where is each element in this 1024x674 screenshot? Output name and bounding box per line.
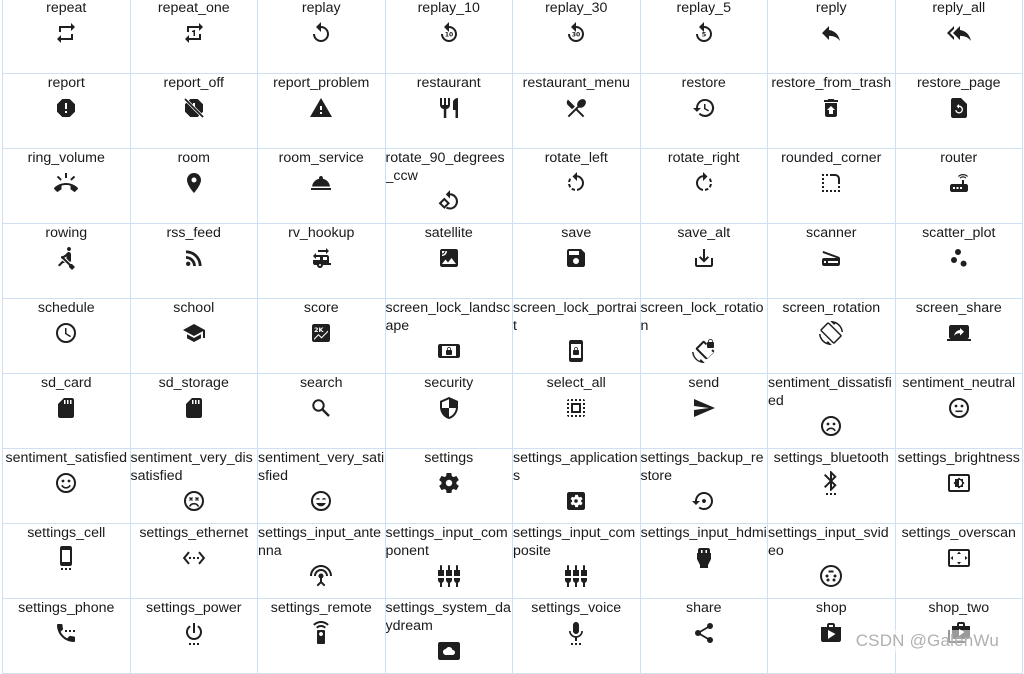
rv-hookup-icon xyxy=(309,246,333,270)
icon-label: reply_all xyxy=(932,0,986,16)
icon-tile-restore[interactable] xyxy=(641,74,769,149)
replay-30-icon xyxy=(564,21,588,45)
router-icon xyxy=(947,171,971,195)
rotate-90-degrees-ccw-icon xyxy=(437,189,461,213)
icon-label: satellite xyxy=(424,225,473,241)
icon-tile-sd-storage[interactable] xyxy=(131,374,259,449)
restaurant-menu-icon xyxy=(564,96,588,120)
icon-tile-reply[interactable] xyxy=(768,0,896,74)
icon-tile-sentiment-neutral[interactable] xyxy=(896,374,1024,449)
icon-tile-rounded-corner[interactable] xyxy=(768,149,896,224)
room-service-icon xyxy=(309,171,333,195)
icon-tile-settings-voice[interactable] xyxy=(513,599,641,674)
icon-tile-settings-input-component[interactable] xyxy=(386,524,514,599)
icon-tile-room-service[interactable] xyxy=(258,149,386,224)
repeat-one-icon xyxy=(182,21,206,45)
settings-remote-icon xyxy=(309,621,333,645)
icon-label: replay_30 xyxy=(545,0,608,16)
score-icon xyxy=(309,321,333,345)
settings-backup-restore-icon xyxy=(692,489,716,513)
icon-tile-satellite[interactable] xyxy=(386,224,514,299)
watermark: CSDN @GalenWu xyxy=(853,630,1002,652)
settings-input-svideo-icon xyxy=(819,564,843,588)
icon-tile-sd-card[interactable] xyxy=(3,374,131,449)
svg-text:5: 5 xyxy=(701,30,707,39)
icon-tile-scanner[interactable] xyxy=(768,224,896,299)
icon-tile-report[interactable] xyxy=(3,74,131,149)
icon-label: sentiment_very_dissatisfied xyxy=(130,450,253,484)
icon-tile-settings-bluetooth[interactable] xyxy=(768,449,896,524)
icon-tile-restore-from-trash[interactable] xyxy=(768,74,896,149)
replay-icon xyxy=(309,21,333,45)
report-off-icon xyxy=(182,96,206,120)
icon-tile-rotate-right[interactable] xyxy=(641,149,769,224)
icon-tile-report-off[interactable] xyxy=(131,74,259,149)
icon-label: save xyxy=(561,225,592,241)
icon-label: restore_page xyxy=(916,75,1001,91)
icon-label: settings xyxy=(424,450,474,466)
icon-label: share xyxy=(686,600,722,616)
icon-tile-sentiment-very-satisfied[interactable] xyxy=(258,449,386,524)
icon-label: rotate_90_degrees_ccw xyxy=(385,150,505,184)
icon-tile-settings-phone[interactable] xyxy=(3,599,131,674)
icon-tile-rv-hookup[interactable] xyxy=(258,224,386,299)
screen-rotation-icon xyxy=(819,321,843,345)
icon-label: settings_voice xyxy=(531,600,622,616)
settings-ethernet-icon xyxy=(182,546,206,570)
icon-label: settings_input_antenna xyxy=(258,525,382,559)
icon-tile-scatter-plot[interactable] xyxy=(896,224,1024,299)
icon-tile-replay-5[interactable] xyxy=(641,0,769,74)
icon-label: repeat_one xyxy=(157,0,230,16)
icon-label: settings_bluetooth xyxy=(773,450,889,466)
replay-5-icon xyxy=(692,21,716,45)
icon-tile-settings-applications[interactable] xyxy=(513,449,641,524)
search-icon xyxy=(309,396,333,420)
icon-tile-repeat-one[interactable] xyxy=(131,0,259,74)
report-problem-icon xyxy=(309,96,333,120)
icon-label: rounded_corner xyxy=(781,150,882,166)
icon-tile-school[interactable] xyxy=(131,299,259,374)
icon-tile-schedule[interactable] xyxy=(3,299,131,374)
icon-label: search xyxy=(299,375,343,391)
rotate-right-icon xyxy=(692,171,716,195)
icon-tile-screen-lock-landscape[interactable] xyxy=(386,299,514,374)
icon-label: settings_phone xyxy=(18,600,115,616)
rounded-corner-icon xyxy=(819,171,843,195)
room-icon xyxy=(182,171,206,195)
icon-label: screen_rotation xyxy=(782,300,881,316)
sentiment-dissatisfied-icon xyxy=(819,414,843,438)
settings-power-icon xyxy=(182,621,206,645)
screen-share-icon xyxy=(947,321,971,345)
icon-label: settings_overscan xyxy=(901,525,1016,541)
icon-tile-settings-overscan[interactable] xyxy=(896,524,1024,599)
icon-label: repeat xyxy=(46,0,87,16)
icon-label: scatter_plot xyxy=(922,225,996,241)
satellite-icon xyxy=(437,246,461,270)
send-icon xyxy=(692,396,716,420)
icon-label: settings_backup_restore xyxy=(640,450,764,484)
sentiment-satisfied-icon xyxy=(54,471,78,495)
share-icon xyxy=(692,621,716,645)
svg-text:2K: 2K xyxy=(314,326,324,334)
icon-tile-settings-ethernet[interactable] xyxy=(131,524,259,599)
screen-lock-portrait-icon xyxy=(564,339,588,363)
icon-label: screen_lock_landscape xyxy=(385,300,511,334)
save-alt-icon xyxy=(692,246,716,270)
settings-voice-icon xyxy=(564,621,588,645)
icon-tile-router[interactable] xyxy=(896,149,1024,224)
icon-tile-settings-cell[interactable] xyxy=(3,524,131,599)
icon-label: save_alt xyxy=(677,225,731,241)
icon-tile-room[interactable] xyxy=(131,149,259,224)
icon-label: settings_input_svideo xyxy=(768,525,889,559)
icon-tile-settings-input-hdmi[interactable] xyxy=(641,524,769,599)
sentiment-very-dissatisfied-icon xyxy=(182,489,206,513)
icon-label: rss_feed xyxy=(166,225,221,241)
icon-tile-reply-all[interactable] xyxy=(896,0,1024,74)
icon-tile-settings-backup-restore[interactable] xyxy=(641,449,769,524)
icon-tile-replay-10[interactable] xyxy=(386,0,514,74)
icon-label: school xyxy=(173,300,215,316)
icon-label: restaurant xyxy=(416,75,481,91)
icon-label: sentiment_very_satisfied xyxy=(258,450,385,484)
icon-tile-settings-remote[interactable] xyxy=(258,599,386,674)
report-icon xyxy=(54,96,78,120)
icon-label: shop_two xyxy=(928,600,990,616)
icon-tile-ring-volume[interactable] xyxy=(3,149,131,224)
icon-tile-share[interactable] xyxy=(641,599,769,674)
icon-tile-save-alt[interactable] xyxy=(641,224,769,299)
settings-input-component-icon xyxy=(437,564,461,588)
settings-system-daydream-icon xyxy=(437,639,461,663)
icon-tile-screen-share[interactable] xyxy=(896,299,1024,374)
icon-label: select_all xyxy=(546,375,606,391)
icon-label: report xyxy=(47,75,85,91)
icon-label: reply xyxy=(815,0,847,16)
icon-label: security xyxy=(424,375,474,391)
rowing-icon xyxy=(54,246,78,270)
icon-label: settings_input_component xyxy=(385,525,508,559)
icon-tile-restore-page[interactable] xyxy=(896,74,1024,149)
shop-icon xyxy=(819,621,843,645)
svg-text:10: 10 xyxy=(444,31,453,39)
icon-label: settings_system_daydream xyxy=(385,600,511,634)
icon-tile-screen-rotation[interactable] xyxy=(768,299,896,374)
settings-input-hdmi-icon xyxy=(692,546,716,570)
ring-volume-icon xyxy=(54,171,78,195)
icon-tile-settings-power[interactable] xyxy=(131,599,259,674)
icon-tile-select-all[interactable] xyxy=(513,374,641,449)
icon-label: screen_lock_rotation xyxy=(640,300,764,334)
repeat-icon xyxy=(54,21,78,45)
save-icon xyxy=(564,246,588,270)
icon-tile-settings[interactable] xyxy=(386,449,514,524)
icon-label: rotate_right xyxy=(667,150,740,166)
restaurant-icon xyxy=(437,96,461,120)
reply-icon xyxy=(819,21,843,45)
icon-tile-rotate-left[interactable] xyxy=(513,149,641,224)
icon-tile-restaurant-menu[interactable] xyxy=(513,74,641,149)
icon-tile-settings-input-composite[interactable] xyxy=(513,524,641,599)
icon-label: settings_input_hdmi xyxy=(640,525,767,541)
icon-tile-replay-30[interactable] xyxy=(513,0,641,74)
settings-input-antenna-icon xyxy=(309,564,333,588)
settings-input-composite-icon xyxy=(564,564,588,588)
icon-label: replay xyxy=(301,0,341,16)
sentiment-neutral-icon xyxy=(947,396,971,420)
icon-label: screen_lock_portrait xyxy=(513,300,637,334)
icon-label: replay_5 xyxy=(676,0,731,16)
icon-label: settings_remote xyxy=(270,600,372,616)
icon-tile-sentiment-very-dissatisfied[interactable] xyxy=(131,449,259,524)
icon-tile-settings-brightness[interactable] xyxy=(896,449,1024,524)
icon-label: restaurant_menu xyxy=(522,75,630,91)
sentiment-very-satisfied-icon xyxy=(309,489,333,513)
icon-label: sd_card xyxy=(41,375,92,391)
icon-label: scanner xyxy=(806,225,857,241)
rss-feed-icon xyxy=(182,246,206,270)
reply-all-icon xyxy=(947,21,971,45)
restore-page-icon xyxy=(947,96,971,120)
icon-tile-rotate-90-degrees-ccw[interactable] xyxy=(386,149,514,224)
icon-label: settings_cell xyxy=(27,525,106,541)
icon-tile-settings-input-svideo[interactable] xyxy=(768,524,896,599)
scatter-plot-icon xyxy=(947,246,971,270)
icon-label: ring_volume xyxy=(27,150,105,166)
select-all-icon xyxy=(564,396,588,420)
settings-bluetooth-icon xyxy=(819,471,843,495)
icon-label: settings_power xyxy=(146,600,242,616)
screen-lock-landscape-icon xyxy=(437,339,461,363)
icon-label: schedule xyxy=(37,300,95,316)
scanner-icon xyxy=(819,246,843,270)
icon-label: settings_applications xyxy=(513,450,638,484)
replay-10-icon xyxy=(437,21,461,45)
icon-tile-replay[interactable] xyxy=(258,0,386,74)
icon-tile-rss-feed[interactable] xyxy=(131,224,259,299)
icon-label: settings_input_composite xyxy=(513,525,636,559)
icon-label: rotate_left xyxy=(544,150,608,166)
sd-storage-icon xyxy=(182,396,206,420)
icon-grid xyxy=(2,0,1023,674)
icon-label: report_problem xyxy=(273,75,370,91)
icon-label: settings_ethernet xyxy=(139,525,249,541)
icon-tile-report-problem[interactable] xyxy=(258,74,386,149)
settings-brightness-icon xyxy=(947,471,971,495)
icon-label: rowing xyxy=(45,225,88,241)
icon-label: sd_storage xyxy=(158,375,229,391)
icon-label: sentiment_satisfied xyxy=(5,450,127,466)
icon-label: sentiment_dissatisfied xyxy=(768,375,892,409)
sd-card-icon xyxy=(54,396,78,420)
settings-applications-icon xyxy=(564,489,588,513)
icon-tile-send[interactable] xyxy=(641,374,769,449)
icon-label: shop xyxy=(815,600,847,616)
settings-phone-icon xyxy=(54,621,78,645)
screen-lock-rotation-icon xyxy=(692,339,716,363)
icon-tile-score[interactable] xyxy=(258,299,386,374)
icon-label: replay_10 xyxy=(417,0,480,16)
icon-tile-security[interactable] xyxy=(386,374,514,449)
icon-label: settings_brightness xyxy=(897,450,1020,466)
icon-label: router xyxy=(940,150,978,166)
icon-label: restore xyxy=(681,75,726,91)
svg-text:30: 30 xyxy=(572,31,581,39)
icon-tile-screen-lock-portrait[interactable] xyxy=(513,299,641,374)
school-icon xyxy=(182,321,206,345)
icon-label: room_service xyxy=(278,150,364,166)
icon-tile-sentiment-dissatisfied[interactable] xyxy=(768,374,896,449)
settings-icon xyxy=(437,471,461,495)
icon-label: score xyxy=(303,300,339,316)
icon-label: sentiment_neutral xyxy=(902,375,1016,391)
icon-tile-save[interactable] xyxy=(513,224,641,299)
icon-label: room xyxy=(177,150,210,166)
icon-label: screen_share xyxy=(915,300,1002,316)
settings-overscan-icon xyxy=(947,546,971,570)
restore-icon xyxy=(692,96,716,120)
security-icon xyxy=(437,396,461,420)
rotate-left-icon xyxy=(564,171,588,195)
icon-label: send xyxy=(688,375,720,391)
icon-tile-screen-lock-rotation[interactable] xyxy=(641,299,769,374)
icon-tile-rowing[interactable] xyxy=(3,224,131,299)
schedule-icon xyxy=(54,321,78,345)
icon-tile-repeat[interactable] xyxy=(3,0,131,74)
icon-label: restore_from_trash xyxy=(771,75,892,91)
restore-from-trash-icon xyxy=(819,96,843,120)
icon-tile-sentiment-satisfied[interactable] xyxy=(3,449,131,524)
icon-tile-search[interactable] xyxy=(258,374,386,449)
icon-label: rv_hookup xyxy=(288,225,355,241)
settings-cell-icon xyxy=(54,546,78,570)
icon-label: report_off xyxy=(163,75,224,91)
icon-tile-restaurant[interactable] xyxy=(386,74,514,149)
icon-tile-settings-input-antenna[interactable] xyxy=(258,524,386,599)
icon-tile-settings-system-daydream[interactable] xyxy=(386,599,514,674)
